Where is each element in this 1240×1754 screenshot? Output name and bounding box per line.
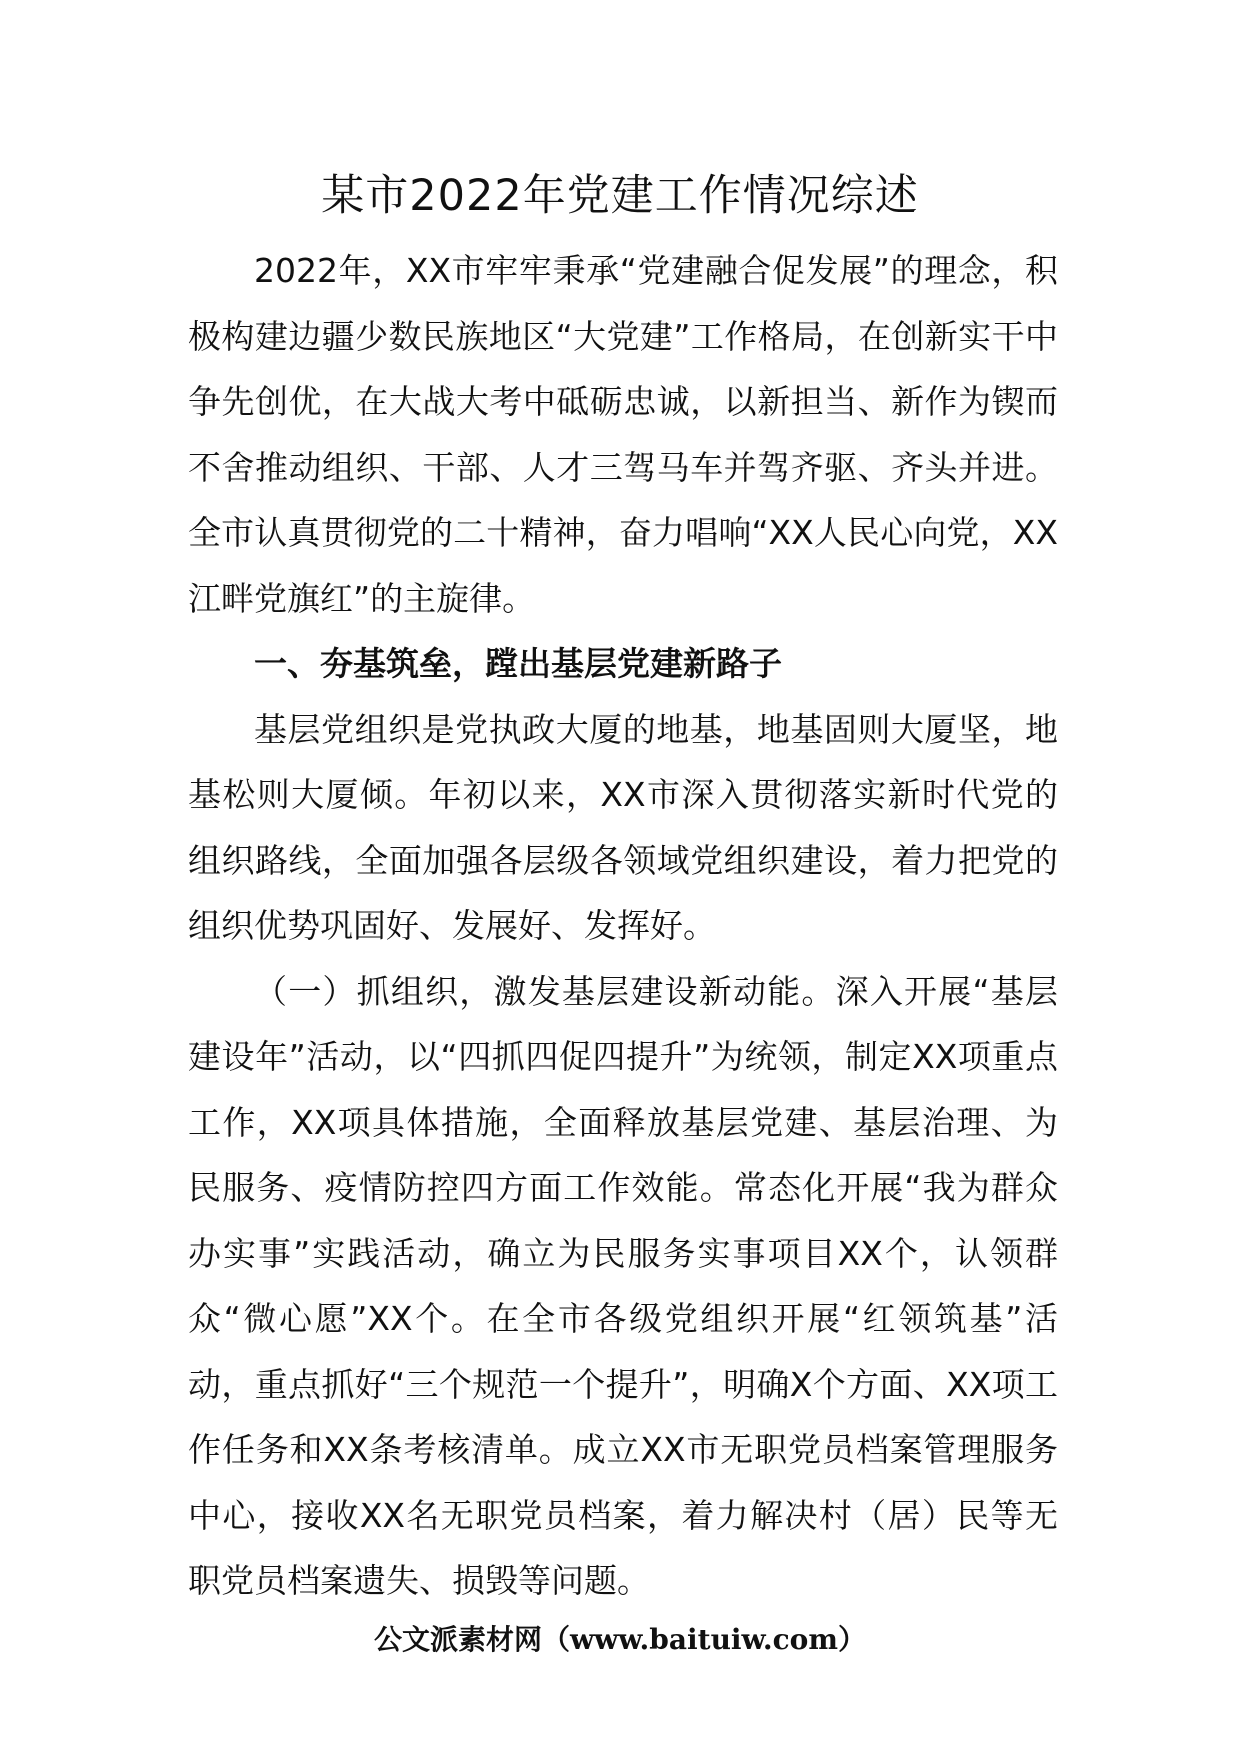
section-heading: 一、夯基筑垒，蹚出基层党建新路子 — [254, 644, 782, 683]
document-body — [188, 238, 1058, 1614]
footer-watermark: 公文派素材网（www.baituiw.com） — [374, 1623, 866, 1656]
document-title: 某市2022年党建工作情况综述 — [321, 171, 919, 221]
intro-paragraph: 2022年，XX市牢牢秉承“党建融合促发展”的理念，积极构建边疆少数民族地区“大党建”工作格局，在创新实干中争先创优，在大战大考中砥砺忠诚，以新担当、新作为锲而不舍推动组织、干部、人才三驾马车并驾齐驱、齐头并进。全市认真贯彻党的二十精神，奋力唱响“XX人民心向党，XX江畔党旗红”的主旋律。 — [188, 251, 1058, 618]
subsection-paragraph: （一）抓组织，激发基层建设新动能。深入开展“基层建设年”活动，以“四抓四促四提升”为统领，制定XX项重点工作，XX项具体措施，全面释放基层党建、基层治理、为民服务、疫情防控四方面工作效能。常态化开展“我为群众办实事”实践活动，确立为民服务实事项目XX个，认领群众“微心愿”XX个。在全市各级党组织开展“红领筑基”活动，重点抓好“三个规范一个提升”，明确X个方面、XX项工作任务和XX条考核清单。成立XX市无职党员档案管理服务中心，接收XX名无职党员档案，着力解决村（居）民等无职党员档案遗失、损毁等问题。 — [188, 971, 1058, 1600]
section-paragraph: 基层党组织是党执政大厦的地基，地基固则大厦坚，地基松则大厦倾。年初以来，XX市深入贯彻落实新时代党的组织路线，全面加强各层级各领域党组织建设，着力把党的组织优势巩固好、发展好、发挥好。 — [188, 709, 1058, 945]
